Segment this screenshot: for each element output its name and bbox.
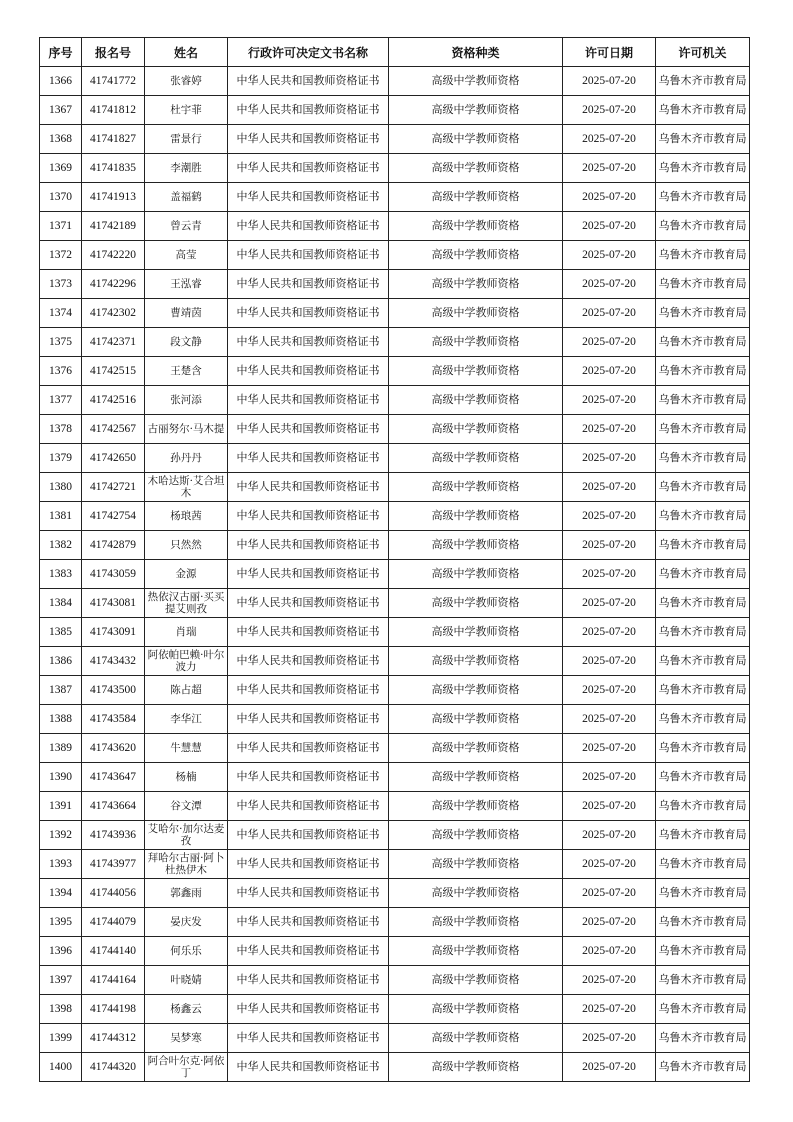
cell-licensing-authority: 乌鲁木齐市教育局 (656, 67, 750, 96)
cell-license-date: 2025-07-20 (563, 1053, 656, 1082)
cell-qualification-type: 高级中学教师资格 (389, 154, 563, 183)
cell-index: 1373 (40, 270, 82, 299)
cell-registration-number: 41743081 (82, 589, 145, 618)
cell-qualification-type: 高级中学教师资格 (389, 531, 563, 560)
table-body (40, 67, 750, 1082)
cell-licensing-authority: 乌鲁木齐市教育局 (656, 473, 750, 502)
cell-index: 1394 (40, 879, 82, 908)
table-row (40, 850, 750, 879)
cell-name: 李华江 (145, 705, 228, 734)
cell-license-date: 2025-07-20 (563, 415, 656, 444)
cell-document-name: 中华人民共和国教师资格证书 (228, 183, 389, 212)
table-row (40, 444, 750, 473)
cell-index: 1379 (40, 444, 82, 473)
cell-qualification-type: 高级中学教师资格 (389, 560, 563, 589)
cell-registration-number: 41742567 (82, 415, 145, 444)
table-row (40, 415, 750, 444)
cell-document-name: 中华人民共和国教师资格证书 (228, 357, 389, 386)
cell-license-date: 2025-07-20 (563, 705, 656, 734)
table-row (40, 1053, 750, 1082)
cell-index: 1381 (40, 502, 82, 531)
cell-licensing-authority: 乌鲁木齐市教育局 (656, 879, 750, 908)
cell-name: 高莹 (145, 241, 228, 270)
table-row (40, 1024, 750, 1053)
cell-name: 只然然 (145, 531, 228, 560)
table-row (40, 502, 750, 531)
table-row (40, 937, 750, 966)
cell-document-name: 中华人民共和国教师资格证书 (228, 705, 389, 734)
cell-qualification-type: 高级中学教师资格 (389, 96, 563, 125)
cell-licensing-authority: 乌鲁木齐市教育局 (656, 1053, 750, 1082)
cell-registration-number: 41742754 (82, 502, 145, 531)
cell-licensing-authority: 乌鲁木齐市教育局 (656, 676, 750, 705)
cell-registration-number: 41742302 (82, 299, 145, 328)
cell-name: 木哈达斯·艾合坦木 (145, 473, 228, 502)
cell-registration-number: 41743647 (82, 763, 145, 792)
cell-licensing-authority: 乌鲁木齐市教育局 (656, 531, 750, 560)
cell-index: 1391 (40, 792, 82, 821)
table-row (40, 473, 750, 502)
cell-registration-number: 41743059 (82, 560, 145, 589)
cell-registration-number: 41744198 (82, 995, 145, 1024)
cell-name: 郭鑫雨 (145, 879, 228, 908)
cell-qualification-type: 高级中学教师资格 (389, 125, 563, 154)
cell-license-date: 2025-07-20 (563, 821, 656, 850)
cell-index: 1397 (40, 966, 82, 995)
cell-document-name: 中华人民共和国教师资格证书 (228, 502, 389, 531)
cell-license-date: 2025-07-20 (563, 96, 656, 125)
cell-registration-number: 41742296 (82, 270, 145, 299)
cell-qualification-type: 高级中学教师资格 (389, 328, 563, 357)
cell-registration-number: 41742650 (82, 444, 145, 473)
cell-document-name: 中华人民共和国教师资格证书 (228, 154, 389, 183)
cell-qualification-type: 高级中学教师资格 (389, 705, 563, 734)
cell-document-name: 中华人民共和国教师资格证书 (228, 618, 389, 647)
cell-name: 金源 (145, 560, 228, 589)
cell-license-date: 2025-07-20 (563, 908, 656, 937)
cell-registration-number: 41743432 (82, 647, 145, 676)
cell-qualification-type: 高级中学教师资格 (389, 270, 563, 299)
cell-name: 曾云青 (145, 212, 228, 241)
cell-license-date: 2025-07-20 (563, 647, 656, 676)
cell-license-date: 2025-07-20 (563, 589, 656, 618)
cell-document-name: 中华人民共和国教师资格证书 (228, 1024, 389, 1053)
cell-registration-number: 41741913 (82, 183, 145, 212)
cell-document-name: 中华人民共和国教师资格证书 (228, 908, 389, 937)
cell-index: 1367 (40, 96, 82, 125)
cell-qualification-type: 高级中学教师资格 (389, 763, 563, 792)
cell-license-date: 2025-07-20 (563, 792, 656, 821)
cell-registration-number: 41744312 (82, 1024, 145, 1053)
cell-registration-number: 41743936 (82, 821, 145, 850)
cell-document-name: 中华人民共和国教师资格证书 (228, 1053, 389, 1082)
cell-license-date: 2025-07-20 (563, 444, 656, 473)
cell-licensing-authority: 乌鲁木齐市教育局 (656, 96, 750, 125)
cell-document-name: 中华人民共和国教师资格证书 (228, 676, 389, 705)
cell-registration-number: 41741827 (82, 125, 145, 154)
cell-registration-number: 41744140 (82, 937, 145, 966)
cell-qualification-type: 高级中学教师资格 (389, 589, 563, 618)
cell-license-date: 2025-07-20 (563, 879, 656, 908)
cell-license-date: 2025-07-20 (563, 618, 656, 647)
cell-licensing-authority: 乌鲁木齐市教育局 (656, 1024, 750, 1053)
cell-index: 1376 (40, 357, 82, 386)
cell-name: 古丽努尔·马木提 (145, 415, 228, 444)
cell-document-name: 中华人民共和国教师资格证书 (228, 270, 389, 299)
cell-name: 陈占超 (145, 676, 228, 705)
cell-qualification-type: 高级中学教师资格 (389, 647, 563, 676)
cell-document-name: 中华人民共和国教师资格证书 (228, 212, 389, 241)
cell-name: 热依汉古丽·买买提艾则孜 (145, 589, 228, 618)
cell-document-name: 中华人民共和国教师资格证书 (228, 299, 389, 328)
cell-index: 1389 (40, 734, 82, 763)
cell-document-name: 中华人民共和国教师资格证书 (228, 415, 389, 444)
cell-qualification-type: 高级中学教师资格 (389, 444, 563, 473)
cell-index: 1383 (40, 560, 82, 589)
cell-registration-number: 41741772 (82, 67, 145, 96)
table-row (40, 67, 750, 96)
cell-licensing-authority: 乌鲁木齐市教育局 (656, 415, 750, 444)
cell-document-name: 中华人民共和国教师资格证书 (228, 647, 389, 676)
cell-qualification-type: 高级中学教师资格 (389, 821, 563, 850)
cell-license-date: 2025-07-20 (563, 676, 656, 705)
cell-name: 何乐乐 (145, 937, 228, 966)
cell-registration-number: 41743584 (82, 705, 145, 734)
cell-qualification-type: 高级中学教师资格 (389, 183, 563, 212)
cell-name: 曹靖茵 (145, 299, 228, 328)
cell-qualification-type: 高级中学教师资格 (389, 879, 563, 908)
cell-document-name: 中华人民共和国教师资格证书 (228, 937, 389, 966)
cell-document-name: 中华人民共和国教师资格证书 (228, 560, 389, 589)
table-row (40, 241, 750, 270)
cell-qualification-type: 高级中学教师资格 (389, 241, 563, 270)
cell-registration-number: 41741835 (82, 154, 145, 183)
table-row (40, 908, 750, 937)
cell-registration-number: 41741812 (82, 96, 145, 125)
cell-qualification-type: 高级中学教师资格 (389, 299, 563, 328)
table-row (40, 676, 750, 705)
cell-licensing-authority: 乌鲁木齐市教育局 (656, 502, 750, 531)
cell-name: 李潮胜 (145, 154, 228, 183)
cell-index: 1378 (40, 415, 82, 444)
cell-document-name: 中华人民共和国教师资格证书 (228, 386, 389, 415)
table-row (40, 125, 750, 154)
cell-index: 1382 (40, 531, 82, 560)
cell-license-date: 2025-07-20 (563, 328, 656, 357)
cell-licensing-authority: 乌鲁木齐市教育局 (656, 299, 750, 328)
cell-licensing-authority: 乌鲁木齐市教育局 (656, 125, 750, 154)
cell-name: 雷景行 (145, 125, 228, 154)
cell-qualification-type: 高级中学教师资格 (389, 415, 563, 444)
cell-registration-number: 41744079 (82, 908, 145, 937)
cell-name: 叶晓婧 (145, 966, 228, 995)
cell-registration-number: 41742879 (82, 531, 145, 560)
cell-document-name: 中华人民共和国教师资格证书 (228, 763, 389, 792)
cell-document-name: 中华人民共和国教师资格证书 (228, 67, 389, 96)
table-row (40, 386, 750, 415)
cell-qualification-type: 高级中学教师资格 (389, 618, 563, 647)
header-name: 姓名 (145, 38, 228, 67)
cell-registration-number: 41743977 (82, 850, 145, 879)
cell-registration-number: 41743091 (82, 618, 145, 647)
header-row (40, 38, 750, 67)
cell-registration-number: 41742516 (82, 386, 145, 415)
cell-index: 1371 (40, 212, 82, 241)
cell-name: 杨楠 (145, 763, 228, 792)
cell-document-name: 中华人民共和国教师资格证书 (228, 734, 389, 763)
cell-registration-number: 41742189 (82, 212, 145, 241)
cell-index: 1374 (40, 299, 82, 328)
cell-licensing-authority: 乌鲁木齐市教育局 (656, 821, 750, 850)
cell-license-date: 2025-07-20 (563, 937, 656, 966)
cell-qualification-type: 高级中学教师资格 (389, 734, 563, 763)
cell-index: 1384 (40, 589, 82, 618)
cell-registration-number: 41742721 (82, 473, 145, 502)
table-row (40, 821, 750, 850)
cell-name: 吴梦寒 (145, 1024, 228, 1053)
cell-name: 拜哈尔古丽·阿卜杜热伊木 (145, 850, 228, 879)
table-row (40, 879, 750, 908)
cell-index: 1368 (40, 125, 82, 154)
cell-name: 阿合叶尔克·阿依丁 (145, 1053, 228, 1082)
cell-license-date: 2025-07-20 (563, 386, 656, 415)
cell-document-name: 中华人民共和国教师资格证书 (228, 473, 389, 502)
cell-registration-number: 41742371 (82, 328, 145, 357)
table-row (40, 270, 750, 299)
cell-license-date: 2025-07-20 (563, 966, 656, 995)
cell-license-date: 2025-07-20 (563, 299, 656, 328)
license-table (39, 37, 750, 1082)
cell-license-date: 2025-07-20 (563, 995, 656, 1024)
cell-index: 1369 (40, 154, 82, 183)
cell-qualification-type: 高级中学教师资格 (389, 357, 563, 386)
cell-name: 王楚含 (145, 357, 228, 386)
cell-index: 1388 (40, 705, 82, 734)
cell-document-name: 中华人民共和国教师资格证书 (228, 241, 389, 270)
cell-license-date: 2025-07-20 (563, 67, 656, 96)
table-row (40, 589, 750, 618)
cell-document-name: 中华人民共和国教师资格证书 (228, 589, 389, 618)
table-row (40, 96, 750, 125)
header-licensing-authority: 许可机关 (656, 38, 750, 67)
cell-qualification-type: 高级中学教师资格 (389, 1024, 563, 1053)
cell-index: 1375 (40, 328, 82, 357)
cell-license-date: 2025-07-20 (563, 270, 656, 299)
cell-license-date: 2025-07-20 (563, 125, 656, 154)
header-index: 序号 (40, 38, 82, 67)
table-row (40, 995, 750, 1024)
cell-licensing-authority: 乌鲁木齐市教育局 (656, 966, 750, 995)
cell-licensing-authority: 乌鲁木齐市教育局 (656, 357, 750, 386)
cell-license-date: 2025-07-20 (563, 1024, 656, 1053)
cell-index: 1390 (40, 763, 82, 792)
cell-name: 盖福鹤 (145, 183, 228, 212)
cell-registration-number: 41743620 (82, 734, 145, 763)
cell-index: 1385 (40, 618, 82, 647)
table-row (40, 647, 750, 676)
cell-name: 杨鑫云 (145, 995, 228, 1024)
cell-license-date: 2025-07-20 (563, 763, 656, 792)
cell-qualification-type: 高级中学教师资格 (389, 502, 563, 531)
cell-registration-number: 41742515 (82, 357, 145, 386)
cell-index: 1377 (40, 386, 82, 415)
table-row (40, 212, 750, 241)
cell-index: 1372 (40, 241, 82, 270)
cell-index: 1392 (40, 821, 82, 850)
cell-licensing-authority: 乌鲁木齐市教育局 (656, 995, 750, 1024)
cell-registration-number: 41743664 (82, 792, 145, 821)
cell-registration-number: 41744320 (82, 1053, 145, 1082)
cell-document-name: 中华人民共和国教师资格证书 (228, 879, 389, 908)
cell-licensing-authority: 乌鲁木齐市教育局 (656, 270, 750, 299)
cell-licensing-authority: 乌鲁木齐市教育局 (656, 937, 750, 966)
cell-license-date: 2025-07-20 (563, 850, 656, 879)
cell-name: 孙丹丹 (145, 444, 228, 473)
cell-name: 杨琅茜 (145, 502, 228, 531)
cell-licensing-authority: 乌鲁木齐市教育局 (656, 734, 750, 763)
cell-index: 1400 (40, 1053, 82, 1082)
cell-qualification-type: 高级中学教师资格 (389, 676, 563, 705)
cell-name: 段文静 (145, 328, 228, 357)
cell-license-date: 2025-07-20 (563, 212, 656, 241)
table-row (40, 183, 750, 212)
cell-license-date: 2025-07-20 (563, 154, 656, 183)
cell-name: 晏庆发 (145, 908, 228, 937)
cell-name: 牛慧慧 (145, 734, 228, 763)
cell-document-name: 中华人民共和国教师资格证书 (228, 821, 389, 850)
cell-license-date: 2025-07-20 (563, 560, 656, 589)
table-row (40, 328, 750, 357)
cell-name: 谷文潭 (145, 792, 228, 821)
cell-license-date: 2025-07-20 (563, 531, 656, 560)
cell-license-date: 2025-07-20 (563, 734, 656, 763)
table-row (40, 792, 750, 821)
cell-qualification-type: 高级中学教师资格 (389, 386, 563, 415)
cell-qualification-type: 高级中学教师资格 (389, 908, 563, 937)
header-license-date: 许可日期 (563, 38, 656, 67)
cell-document-name: 中华人民共和国教师资格证书 (228, 850, 389, 879)
table-row (40, 763, 750, 792)
cell-licensing-authority: 乌鲁木齐市教育局 (656, 444, 750, 473)
table-row (40, 299, 750, 328)
cell-licensing-authority: 乌鲁木齐市教育局 (656, 792, 750, 821)
cell-index: 1395 (40, 908, 82, 937)
cell-license-date: 2025-07-20 (563, 473, 656, 502)
cell-licensing-authority: 乌鲁木齐市教育局 (656, 763, 750, 792)
cell-index: 1399 (40, 1024, 82, 1053)
cell-name: 王泓睿 (145, 270, 228, 299)
header-document-name: 行政许可决定文书名称 (228, 38, 389, 67)
cell-document-name: 中华人民共和国教师资格证书 (228, 995, 389, 1024)
cell-qualification-type: 高级中学教师资格 (389, 995, 563, 1024)
table-row (40, 531, 750, 560)
cell-licensing-authority: 乌鲁木齐市教育局 (656, 183, 750, 212)
table-row (40, 734, 750, 763)
cell-qualification-type: 高级中学教师资格 (389, 937, 563, 966)
cell-index: 1398 (40, 995, 82, 1024)
cell-index: 1380 (40, 473, 82, 502)
cell-qualification-type: 高级中学教师资格 (389, 67, 563, 96)
cell-licensing-authority: 乌鲁木齐市教育局 (656, 328, 750, 357)
cell-licensing-authority: 乌鲁木齐市教育局 (656, 705, 750, 734)
cell-index: 1396 (40, 937, 82, 966)
cell-licensing-authority: 乌鲁木齐市教育局 (656, 647, 750, 676)
license-table-sheet (39, 37, 749, 1082)
table-row (40, 357, 750, 386)
cell-registration-number: 41742220 (82, 241, 145, 270)
table-row (40, 618, 750, 647)
header-qualification-type: 资格种类 (389, 38, 563, 67)
cell-licensing-authority: 乌鲁木齐市教育局 (656, 618, 750, 647)
cell-document-name: 中华人民共和国教师资格证书 (228, 966, 389, 995)
cell-qualification-type: 高级中学教师资格 (389, 792, 563, 821)
table-row (40, 154, 750, 183)
cell-document-name: 中华人民共和国教师资格证书 (228, 792, 389, 821)
cell-registration-number: 41744056 (82, 879, 145, 908)
cell-licensing-authority: 乌鲁木齐市教育局 (656, 589, 750, 618)
cell-qualification-type: 高级中学教师资格 (389, 473, 563, 502)
cell-qualification-type: 高级中学教师资格 (389, 1053, 563, 1082)
cell-index: 1366 (40, 67, 82, 96)
cell-qualification-type: 高级中学教师资格 (389, 850, 563, 879)
cell-document-name: 中华人民共和国教师资格证书 (228, 328, 389, 357)
cell-registration-number: 41743500 (82, 676, 145, 705)
cell-name: 张河添 (145, 386, 228, 415)
cell-index: 1386 (40, 647, 82, 676)
cell-index: 1393 (40, 850, 82, 879)
cell-name: 阿依帕巴赖·叶尔波力 (145, 647, 228, 676)
cell-licensing-authority: 乌鲁木齐市教育局 (656, 212, 750, 241)
cell-licensing-authority: 乌鲁木齐市教育局 (656, 154, 750, 183)
cell-document-name: 中华人民共和国教师资格证书 (228, 96, 389, 125)
cell-license-date: 2025-07-20 (563, 357, 656, 386)
header-registration-number: 报名号 (82, 38, 145, 67)
cell-licensing-authority: 乌鲁木齐市教育局 (656, 908, 750, 937)
cell-name: 张睿婷 (145, 67, 228, 96)
cell-licensing-authority: 乌鲁木齐市教育局 (656, 241, 750, 270)
table-header (40, 38, 750, 67)
cell-license-date: 2025-07-20 (563, 502, 656, 531)
cell-document-name: 中华人民共和国教师资格证书 (228, 531, 389, 560)
cell-license-date: 2025-07-20 (563, 183, 656, 212)
cell-qualification-type: 高级中学教师资格 (389, 966, 563, 995)
cell-qualification-type: 高级中学教师资格 (389, 212, 563, 241)
cell-name: 杜宇菲 (145, 96, 228, 125)
cell-document-name: 中华人民共和国教师资格证书 (228, 444, 389, 473)
table-row (40, 966, 750, 995)
cell-document-name: 中华人民共和国教师资格证书 (228, 125, 389, 154)
cell-licensing-authority: 乌鲁木齐市教育局 (656, 850, 750, 879)
cell-license-date: 2025-07-20 (563, 241, 656, 270)
cell-registration-number: 41744164 (82, 966, 145, 995)
cell-licensing-authority: 乌鲁木齐市教育局 (656, 386, 750, 415)
cell-name: 肖瑞 (145, 618, 228, 647)
cell-index: 1387 (40, 676, 82, 705)
table-row (40, 705, 750, 734)
cell-index: 1370 (40, 183, 82, 212)
table-row (40, 560, 750, 589)
cell-name: 艾哈尔·加尔达麦孜 (145, 821, 228, 850)
cell-licensing-authority: 乌鲁木齐市教育局 (656, 560, 750, 589)
